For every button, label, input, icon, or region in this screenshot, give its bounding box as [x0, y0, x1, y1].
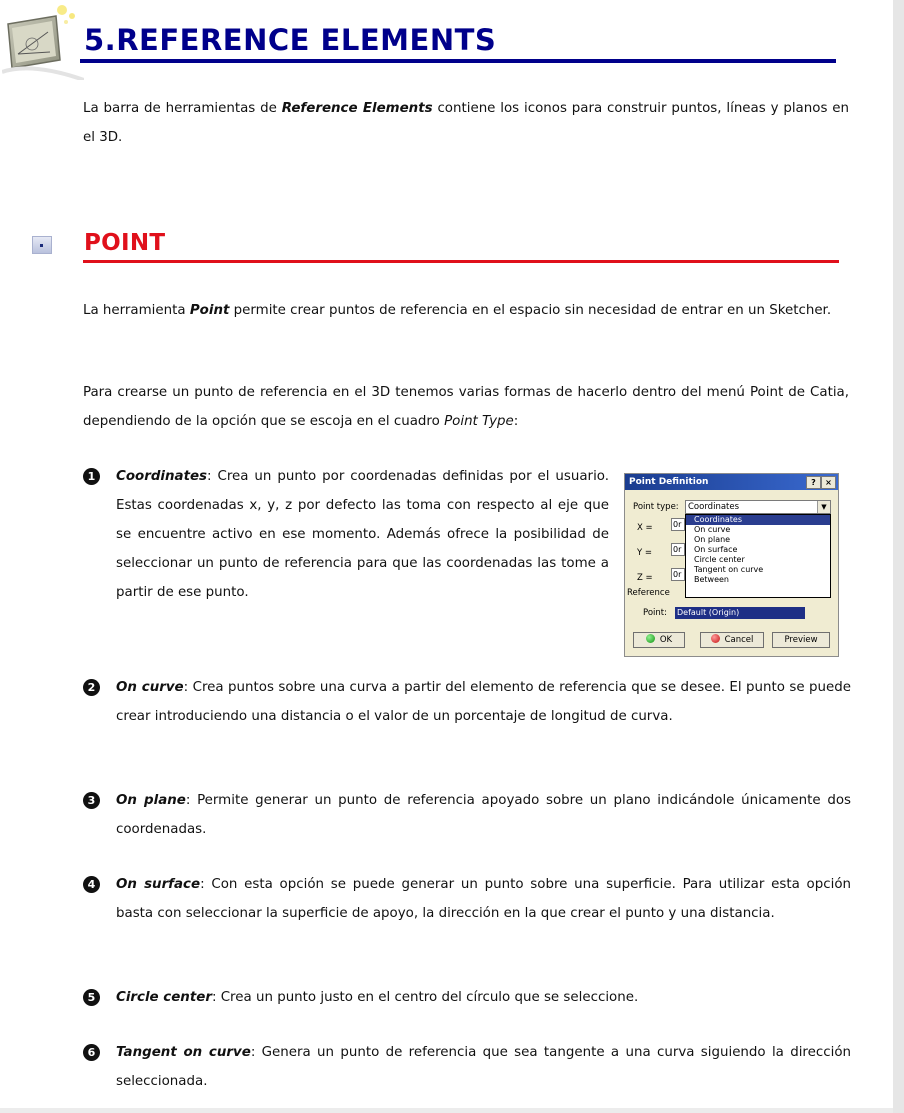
cancel-button[interactable] — [700, 632, 764, 648]
title-underline — [80, 59, 836, 63]
cancel-label: Cancel — [724, 635, 754, 645]
x-label: X = — [637, 523, 653, 533]
point-field[interactable]: Default (Origin) — [675, 607, 805, 619]
list-item — [83, 983, 851, 1012]
option-circle-center[interactable]: Circle center — [694, 555, 745, 564]
cancel-icon — [711, 634, 720, 643]
option-coordinates[interactable]: Coordinates — [686, 515, 830, 525]
close-button[interactable]: × — [821, 476, 836, 489]
reference-label: Reference — [627, 588, 670, 598]
dialog-title: Point Definition — [625, 474, 838, 490]
page-margin — [893, 0, 904, 1113]
number-badge: 3 — [83, 792, 100, 809]
point-type-label: Point type: — [633, 502, 679, 512]
list-item — [83, 462, 609, 607]
help-button[interactable]: ? — [806, 476, 821, 489]
ok-icon — [646, 634, 655, 643]
option-tangent-on-curve[interactable]: Tangent on curve — [694, 565, 764, 574]
ok-button[interactable] — [633, 632, 685, 648]
list-item — [83, 786, 851, 844]
list-item-text: On curve: Crea puntos sobre una curva a partir del elemento de referencia que se desee. El punto se puede crear introduciendo una distancia o el valor de un porcentaje de longitud de curva. — [116, 680, 851, 724]
option-between[interactable]: Between — [694, 575, 730, 584]
point-type-select[interactable] — [685, 500, 831, 514]
list-item — [83, 870, 851, 928]
number-badge: 4 — [83, 876, 100, 893]
y-label: Y = — [637, 548, 653, 558]
section-title: POINT — [84, 230, 166, 256]
z-field[interactable]: 0r — [671, 568, 685, 581]
point-definition-dialog — [624, 473, 839, 657]
point-type-dropdown-list[interactable] — [685, 514, 831, 598]
point-label: Point: — [643, 608, 667, 618]
number-badge: 2 — [83, 679, 100, 696]
section-bullet-icon — [32, 236, 52, 254]
section-underline — [83, 260, 839, 263]
point-type-paragraph: Para crearse un punto de referencia en el 3D tenemos varias formas de hacerlo dentro del menú Point de Catia, dependiendo de la opción que se escoja en el cuadro Point Type: — [83, 385, 849, 429]
list-item — [83, 673, 851, 731]
drafting-board-icon — [2, 2, 84, 80]
list-item-text: Tangent on curve: Genera un punto de referencia que sea tangente a una curva siguiendo la dirección seleccionada. — [116, 1045, 852, 1089]
page-title: 5.REFERENCE ELEMENTS — [84, 23, 497, 57]
list-item-text: Coordinates: Crea un punto por coordenadas definidas por el usuario. Estas coordenadas x, y, z por defecto las toma con respecto al eje que se encuentre activo en ese momento. Además ofrece la posibilidad de seleccionar un punto de referencia para que las coordenadas las tome a partir de ese punto. — [116, 469, 609, 600]
number-badge: 6 — [83, 1044, 100, 1061]
chevron-down-icon[interactable]: ▼ — [817, 501, 830, 513]
list-item-text: On surface: Con esta opción se puede generar un punto sobre una superficie. Para utilizar esta opción basta con seleccionar la superficie de apoyo, la dirección en la que crear el punto y una distancia. — [116, 877, 851, 921]
option-on-plane[interactable]: On plane — [694, 535, 731, 544]
point-tool-paragraph: La herramienta Point permite crear puntos de referencia en el espacio sin necesidad de entrar en un Sketcher. — [83, 303, 832, 318]
point-type-value: Coordinates — [688, 502, 740, 512]
number-badge: 1 — [83, 468, 100, 485]
z-label: Z = — [637, 573, 653, 583]
list-item-text: On plane: Permite generar un punto de referencia apoyado sobre un plano indicándole únicamente dos coordenadas. — [116, 793, 851, 837]
intro-paragraph: La barra de herramientas de Reference Elements contiene los iconos para construir puntos, líneas y planos en el 3D. — [83, 101, 849, 145]
list-item — [83, 1038, 851, 1096]
number-badge: 5 — [83, 989, 100, 1006]
x-field[interactable]: 0r — [671, 518, 685, 531]
option-on-surface[interactable]: On surface — [694, 545, 738, 554]
list-item-text: Circle center: Crea un punto justo en el centro del círculo que se seleccione. — [116, 990, 639, 1005]
ok-label: OK — [659, 635, 673, 645]
y-field[interactable]: 0r — [671, 543, 685, 556]
preview-button[interactable]: Preview — [772, 632, 830, 648]
option-on-curve[interactable]: On curve — [694, 525, 731, 534]
